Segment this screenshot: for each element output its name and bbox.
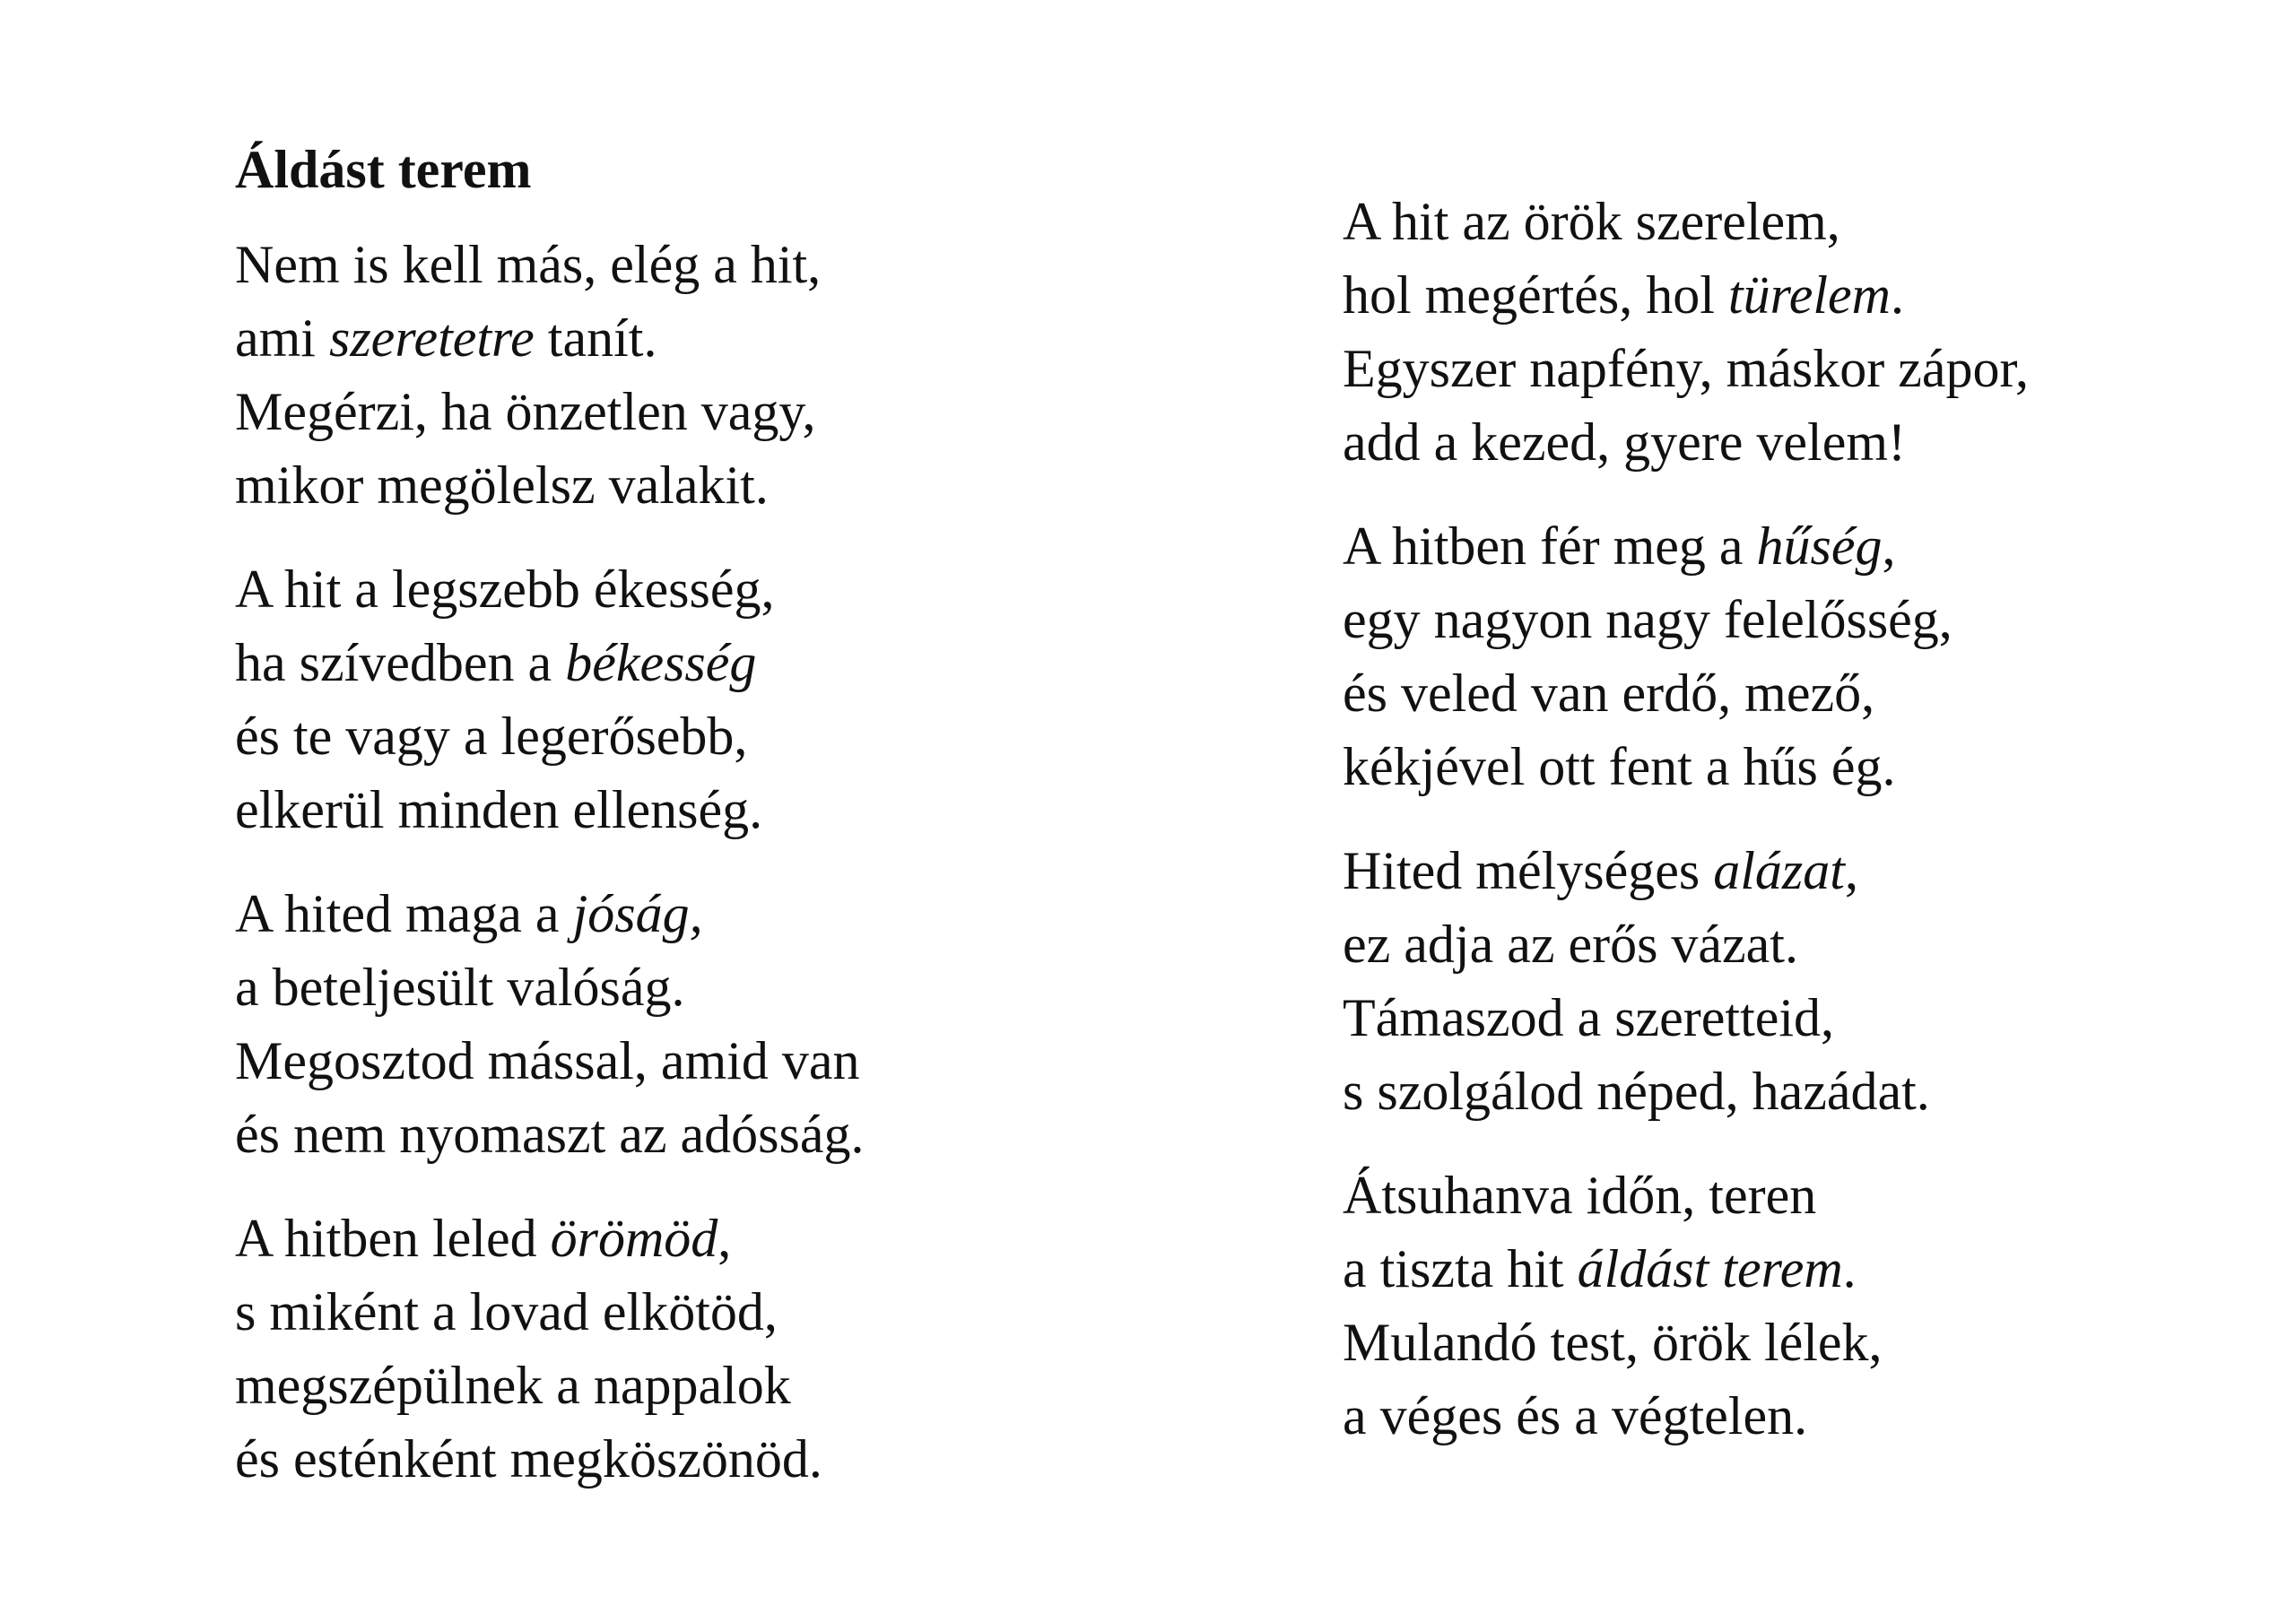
poem-line: Átsuhanva időn, teren xyxy=(1343,1166,1817,1225)
poem-line: A hitben leled örömöd, xyxy=(235,1209,732,1268)
italic-word: hűség xyxy=(1756,516,1883,576)
poem-title: Áldást terem xyxy=(235,140,532,199)
poem-line: Megérzi, ha önzetlen vagy, xyxy=(235,382,816,441)
poem-line: Hited mélységes alázat, xyxy=(1343,841,1858,900)
poem-line: elkerül minden ellenség. xyxy=(235,780,763,839)
poem-line: ez adja az erős vázat. xyxy=(1343,915,1798,974)
poem-line: a beteljesült valóság. xyxy=(235,958,685,1017)
poem-line: és veled van erdő, mező, xyxy=(1343,664,1875,723)
left-stanza-4 xyxy=(235,1202,1266,1496)
poem-line: mikor megölelsz valakit. xyxy=(235,456,769,515)
poem-line: Nem is kell más, elég a hit, xyxy=(235,235,822,294)
right-stanza-4 xyxy=(1343,1159,2296,1453)
italic-word: alázat xyxy=(1713,841,1845,900)
poem-line: Egyszer napfény, máskor zápor, xyxy=(1343,339,2030,398)
italic-word: békesség xyxy=(565,633,757,692)
poem-line: kékjével ott fent a hűs ég. xyxy=(1343,737,1896,796)
poem-line: a véges és a végtelen. xyxy=(1343,1386,1808,1445)
left-stanza-1 xyxy=(235,228,1266,522)
poem-line: Mulandó test, örök lélek, xyxy=(1343,1313,1883,1372)
right-stanza-1 xyxy=(1343,185,2296,479)
poem-line: és esténként megköszönöd. xyxy=(235,1429,822,1488)
poem-line: A hited maga a jóság, xyxy=(235,884,703,943)
poem-line: egy nagyon nagy felelősség, xyxy=(1343,590,1952,649)
italic-word: türelem xyxy=(1727,265,1891,325)
poem-line: hol megértés, hol türelem. xyxy=(1343,265,1904,325)
poem-line: és nem nyomaszt az adósság. xyxy=(235,1105,865,1164)
poem-line: ha szívedben a békesség xyxy=(235,633,757,692)
poem-line: ami szeretetre tanít. xyxy=(235,308,657,368)
right-stanza-2 xyxy=(1343,509,2296,803)
poem-line: Támaszod a szeretteid, xyxy=(1343,988,1835,1047)
left-stanzas xyxy=(235,228,1266,1496)
poem-line: A hit az örök szerelem, xyxy=(1343,192,1840,251)
right-stanza-3 xyxy=(1343,834,2296,1128)
poem-line: és te vagy a legerősebb, xyxy=(235,707,748,766)
italic-word: jóság, xyxy=(572,884,703,943)
poem-line: s szolgálod néped, hazádat. xyxy=(1343,1062,1930,1121)
italic-word: áldást terem xyxy=(1577,1239,1843,1298)
poem-line: A hitben fér meg a hűség, xyxy=(1343,516,1896,576)
poem-line: add a kezed, gyere velem! xyxy=(1343,412,1906,472)
poem-line: a tiszta hit áldást terem. xyxy=(1343,1239,1857,1298)
left-stanza-2 xyxy=(235,552,1266,846)
left-column xyxy=(235,136,1266,1526)
poem-line: megszépülnek a nappalok xyxy=(235,1356,791,1415)
poem-line: s miként a lovad elkötöd, xyxy=(235,1282,778,1341)
poem-line: A hit a legszebb ékesség, xyxy=(235,560,775,619)
right-stanzas xyxy=(1343,185,2296,1453)
italic-word: örömöd xyxy=(550,1209,718,1268)
poem-line: Megosztod mással, amid van xyxy=(235,1031,860,1090)
right-column xyxy=(1343,185,2296,1483)
italic-word: szeretetre xyxy=(328,308,535,368)
left-stanza-3 xyxy=(235,877,1266,1171)
